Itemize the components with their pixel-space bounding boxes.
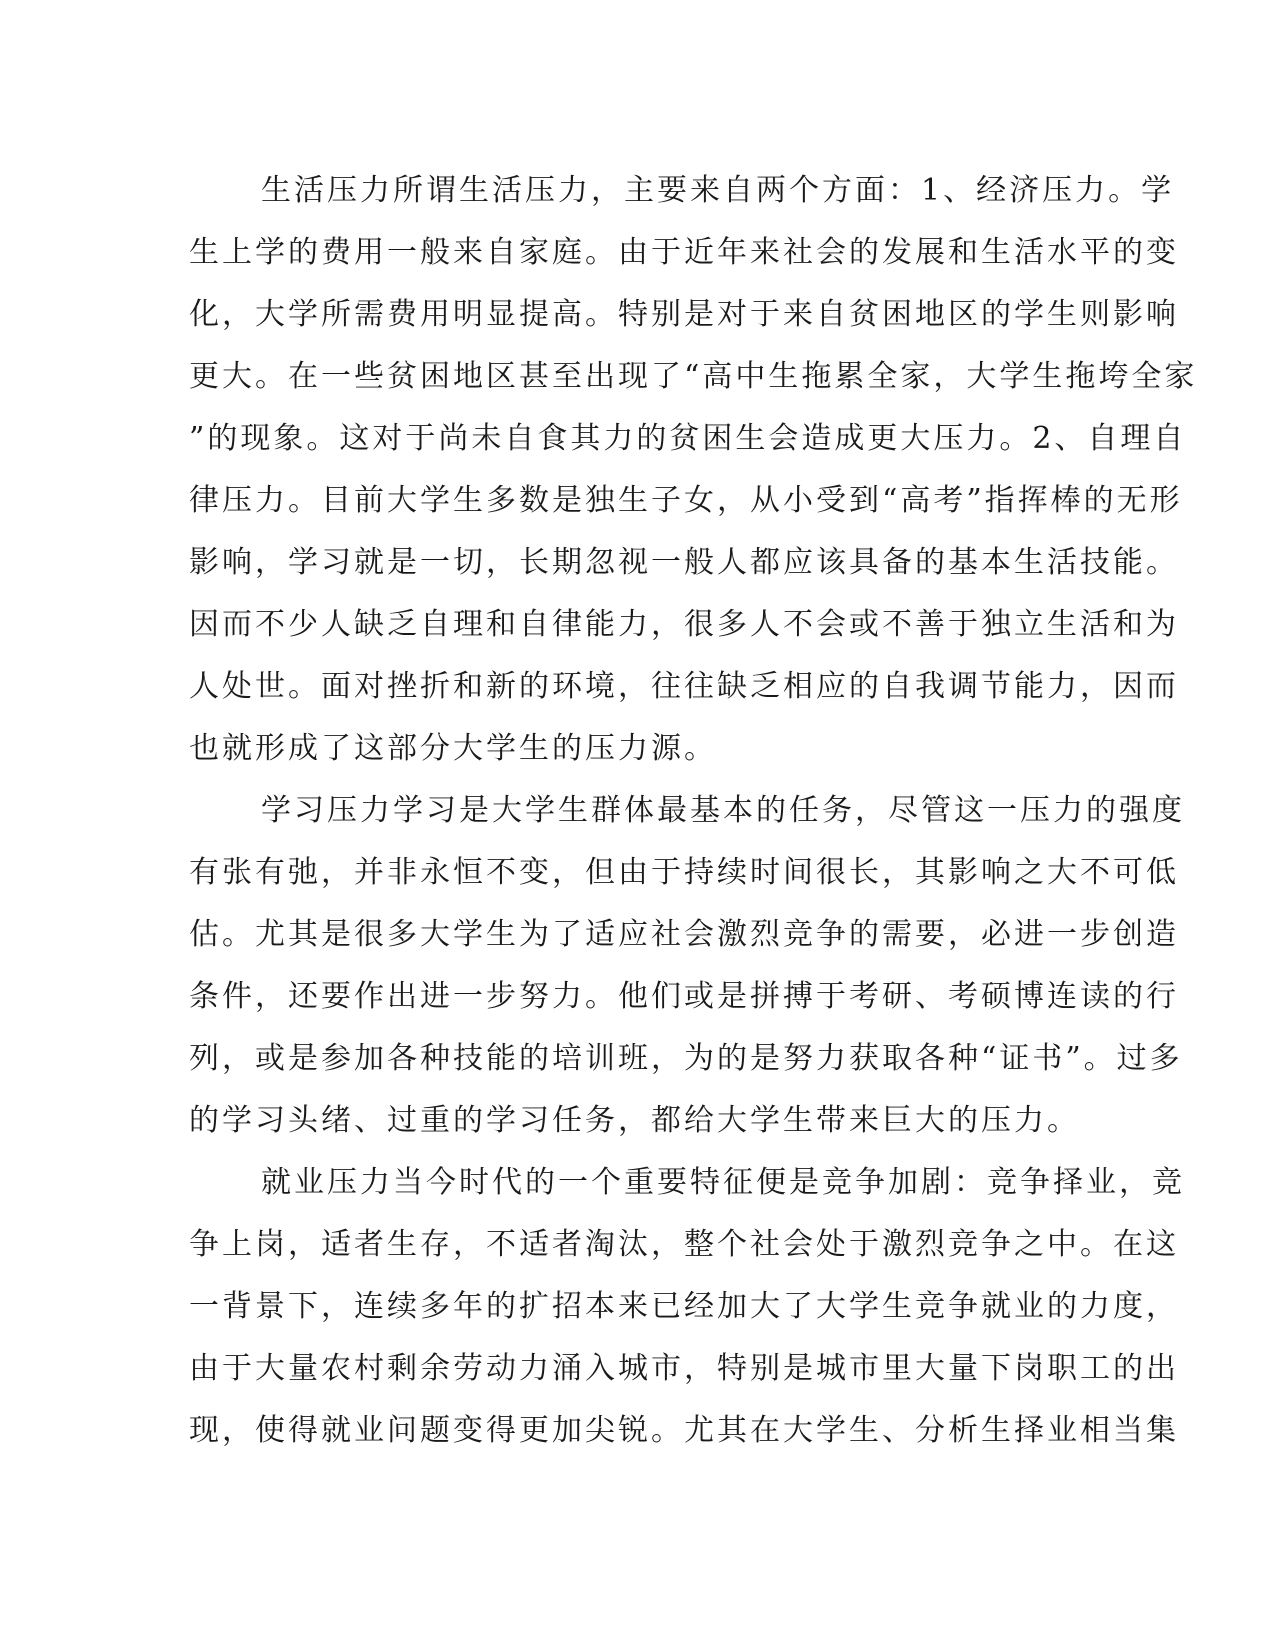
- text-line: 估。尤其是很多大学生为了适应社会激烈竞争的需要，必进一步创造: [189, 917, 1179, 952]
- text-line: 就业压力当今时代的一个重要特征便是竞争加剧：竞争择业，竞: [261, 1165, 1185, 1200]
- text-line: 现，使得就业问题变得更加尖锐。尤其在大学生、分析生择业相当集: [189, 1413, 1179, 1448]
- paragraph-employment-pressure: [189, 1152, 1185, 1462]
- text-line: 由于大量农村剩余劳动力涌入城市，特别是城市里大量下岗职工的出: [189, 1351, 1179, 1386]
- text-line: 影响，学习就是一切，长期忽视一般人都应该具备的基本生活技能。: [189, 545, 1179, 580]
- text-line: 学习压力学习是大学生群体最基本的任务，尽管这一压力的强度: [261, 793, 1185, 828]
- paragraph-living-pressure: [189, 160, 1198, 780]
- text-line: 化，大学所需费用明显提高。特别是对于来自贫困地区的学生则影响: [189, 297, 1179, 332]
- body-text: [189, 160, 1198, 1462]
- text-line: 因而不少人缺乏自理和自律能力，很多人不会或不善于独立生活和为: [189, 607, 1179, 642]
- text-line: 人处世。面对挫折和新的环境，往往缺乏相应的自我调节能力，因而: [189, 669, 1179, 704]
- text-line: 列，或是参加各种技能的培训班，为的是努力获取各种“证书”。过多: [189, 1041, 1183, 1076]
- text-line: 更大。在一些贫困地区甚至出现了“高中生拖累全家，大学生拖垮全家: [189, 359, 1198, 394]
- text-line: 有张有弛，并非永恒不变，但由于持续时间很长，其影响之大不可低: [189, 855, 1179, 890]
- text-line: 一背景下，连续多年的扩招本来已经加大了大学生竞争就业的力度，: [189, 1289, 1179, 1324]
- text-line: ”的现象。这对于尚未自食其力的贫困生会造成更大压力。2、自理自: [189, 421, 1187, 456]
- text-line: 的学习头绪、过重的学习任务，都给大学生带来巨大的压力。: [189, 1103, 1080, 1138]
- paragraph-study-pressure: [189, 780, 1185, 1152]
- text-line: 争上岗，适者生存，不适者淘汰，整个社会处于激烈竞争之中。在这: [189, 1227, 1179, 1262]
- text-line: 也就形成了这部分大学生的压力源。: [189, 731, 717, 766]
- text-line: 条件，还要作出进一步努力。他们或是拼搏于考研、考硕博连读的行: [189, 979, 1179, 1014]
- text-line: 律压力。目前大学生多数是独生子女，从小受到“高考”指挥棒的无形: [189, 483, 1183, 518]
- text-line: 生活压力所谓生活压力，主要来自两个方面：1、经济压力。学: [261, 173, 1175, 208]
- text-line: 生上学的费用一般来自家庭。由于近年来社会的发展和生活水平的变: [189, 235, 1179, 270]
